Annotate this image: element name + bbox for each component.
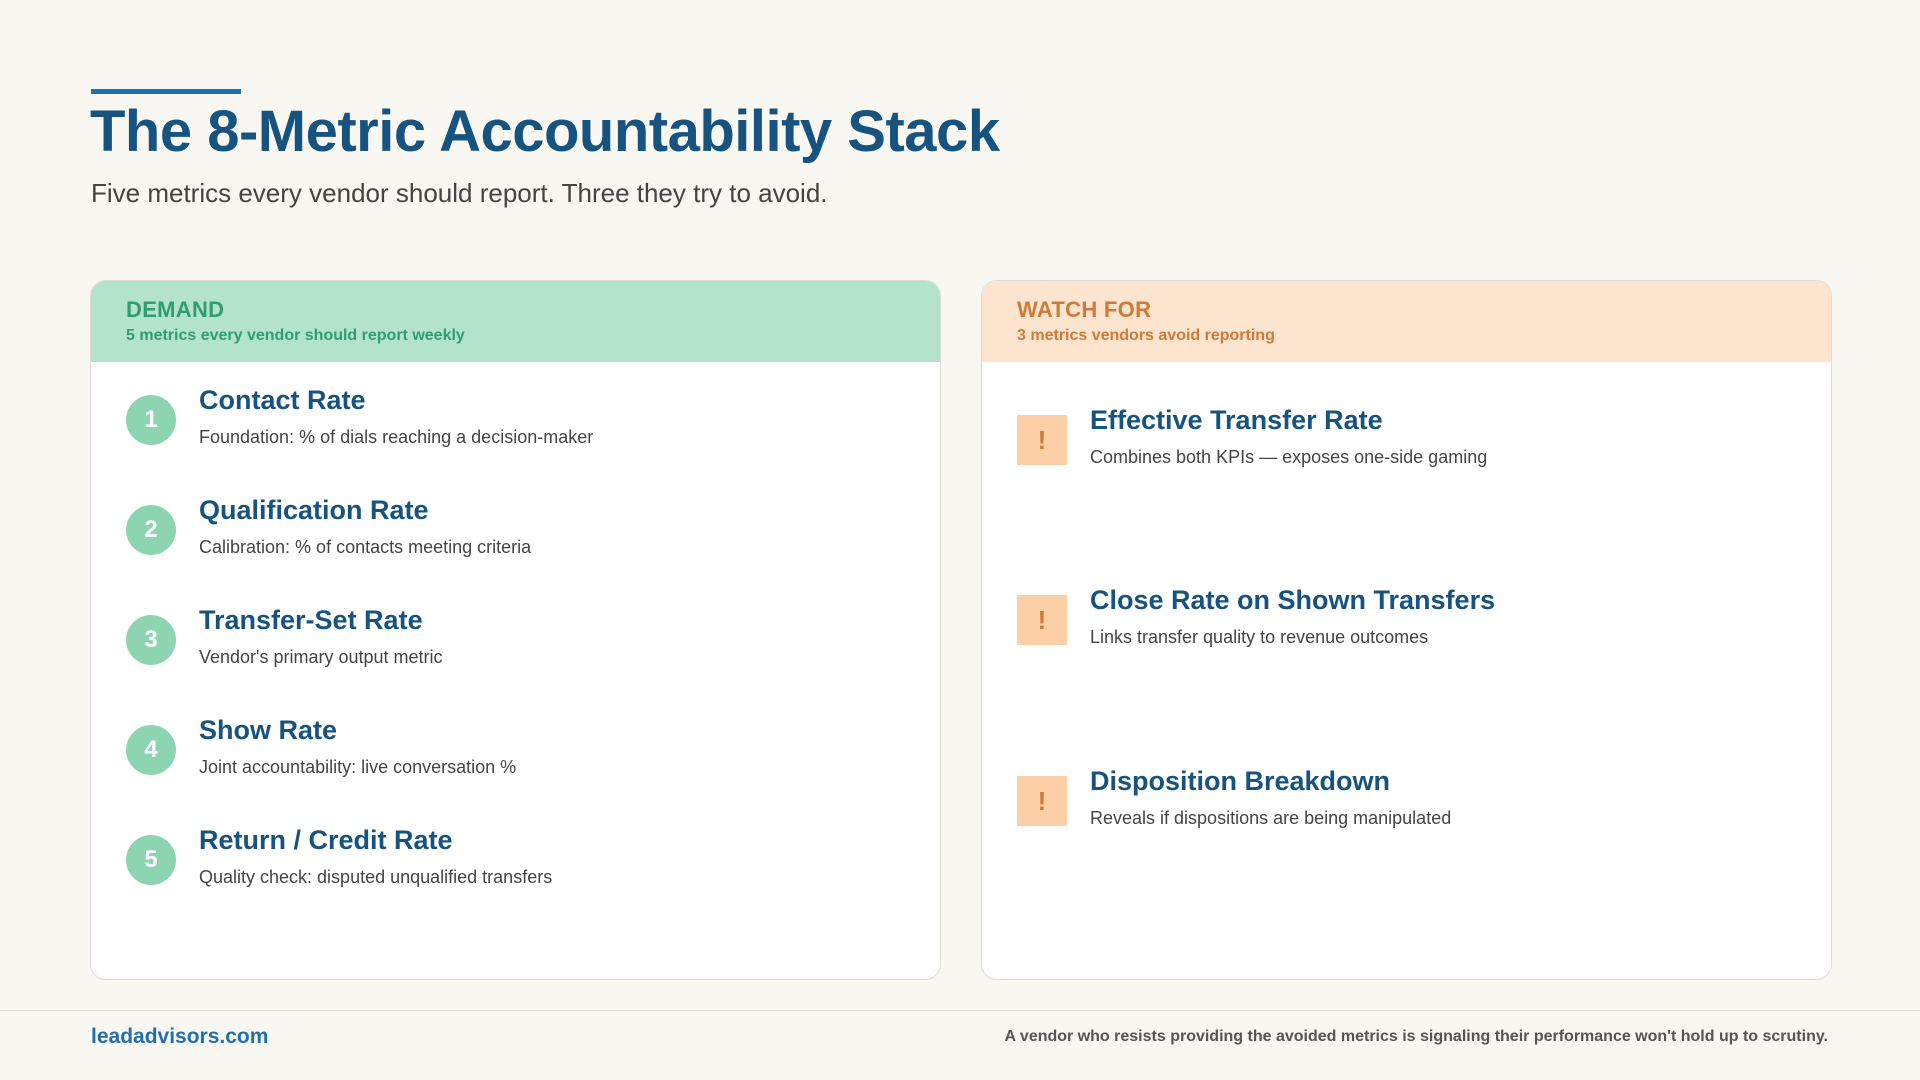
warning-icon: ! xyxy=(1017,595,1067,645)
number-badge: 1 xyxy=(126,395,176,445)
title-accent-bar xyxy=(91,89,241,94)
watch-item-close-rate xyxy=(1017,585,1801,665)
metric-description: Reveals if dispositions are being manipulated xyxy=(1090,808,1452,828)
demand-item-contact-rate xyxy=(126,385,910,465)
warning-icon: ! xyxy=(1017,415,1067,465)
number-badge: 2 xyxy=(126,505,176,555)
metric-title: Return / Credit Rate xyxy=(199,825,453,855)
metric-title: Qualification Rate xyxy=(199,495,429,525)
metric-description: Vendor's primary output metric xyxy=(199,647,443,667)
watch-item-disposition-breakdown xyxy=(1017,766,1801,846)
demand-item-show-rate xyxy=(126,715,910,795)
watch-sublabel: 3 metrics vendors avoid reporting xyxy=(1017,327,1275,344)
metric-description: Foundation: % of dials reaching a decision-maker xyxy=(199,427,594,447)
demand-panel xyxy=(90,280,941,980)
warning-icon: ! xyxy=(1017,776,1067,826)
metric-title: Disposition Breakdown xyxy=(1090,766,1391,796)
number-badge: 4 xyxy=(126,725,176,775)
metric-description: Quality check: disputed unqualified transfers xyxy=(199,867,553,887)
metric-title: Close Rate on Shown Transfers xyxy=(1090,585,1496,615)
metric-description: Combines both KPIs — exposes one-side gaming xyxy=(1090,447,1488,467)
footer-site: leadadvisors.com xyxy=(91,1025,269,1048)
demand-item-qualification-rate xyxy=(126,495,910,575)
demand-sublabel: 5 metrics every vendor should report weekly xyxy=(126,327,465,344)
demand-item-return-credit-rate xyxy=(126,825,910,905)
metric-title: Transfer-Set Rate xyxy=(199,605,423,635)
footer-divider xyxy=(0,1010,1920,1011)
watch-item-effective-transfer-rate xyxy=(1017,405,1801,485)
watch-panel-header xyxy=(982,281,1831,362)
demand-panel-header xyxy=(91,281,940,362)
demand-label: DEMAND xyxy=(126,297,225,322)
metric-title: Show Rate xyxy=(199,715,338,745)
number-badge: 5 xyxy=(126,835,176,885)
page-subtitle: Five metrics every vendor should report. Three they try to avoid. xyxy=(91,178,828,208)
watch-for-panel xyxy=(981,280,1832,980)
metric-title: Contact Rate xyxy=(199,385,366,415)
footer-note: A vendor who resists providing the avoided metrics is signaling their performance won't hold up to scrutiny. xyxy=(1004,1028,1828,1045)
metric-title: Effective Transfer Rate xyxy=(1090,405,1383,435)
watch-label: WATCH FOR xyxy=(1017,297,1152,322)
demand-item-transfer-set-rate xyxy=(126,605,910,685)
number-badge: 3 xyxy=(126,615,176,665)
metric-description: Links transfer quality to revenue outcomes xyxy=(1090,627,1429,647)
metric-description: Calibration: % of contacts meeting criteria xyxy=(199,537,532,557)
metric-description: Joint accountability: live conversation % xyxy=(199,757,517,777)
page-title: The 8-Metric Accountability Stack xyxy=(90,99,1000,164)
